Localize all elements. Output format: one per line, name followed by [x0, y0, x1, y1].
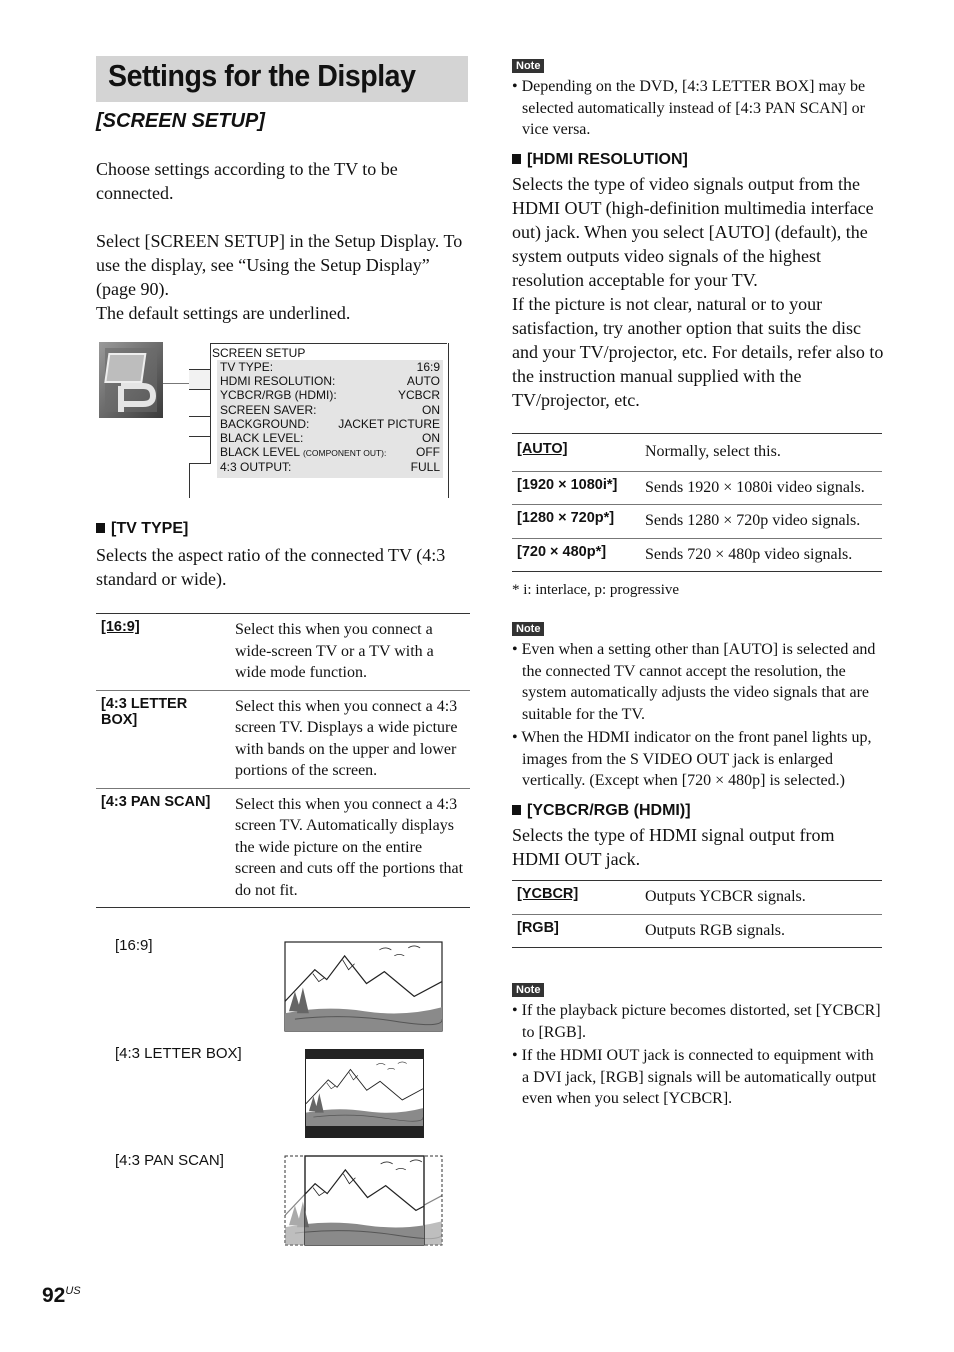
tv-type-heading: [TV TYPE] — [96, 520, 188, 538]
ycbcr-desc: Selects the type of HDMI signal output from HDMI OUT jack. — [512, 825, 835, 869]
tv-type-desc: Selects the aspect ratio of the connected TV (4:3 standard or wide). — [96, 545, 446, 589]
option-desc: Outputs RGB signals. — [640, 914, 882, 948]
table-row — [512, 914, 882, 948]
page-number: $92^{US}$ — [42, 1284, 81, 1307]
option-desc: Select this when you connect a 4:3 screen TV. Displays a wide picture with bands on the upper and lower portions of the screen. — [230, 690, 470, 788]
section-subtitle: [SCREEN SETUP] — [96, 110, 265, 132]
note-2 — [512, 619, 884, 792]
option-key: [1280 × 720p*] — [512, 505, 640, 539]
illus-label-letterbox: [4:3 LETTER BOX] — [115, 1045, 242, 1062]
osd-row-43-output: 4:3 OUTPUT: FULL — [220, 460, 440, 475]
hdmi-resolution-table — [512, 433, 882, 572]
hdmi-footnote: * i: interlace, p: progressive — [512, 582, 680, 598]
note-item: • If the playback picture becomes distorted, set [YCBCR] to [RGB]. — [512, 1002, 881, 1041]
table-row — [512, 881, 882, 915]
illus-letterbox-screen — [305, 1049, 424, 1138]
option-key: [AUTO] — [517, 441, 568, 457]
note-1 — [512, 56, 884, 141]
illus-panscan-screen — [285, 1156, 444, 1245]
option-desc: Select this when you connect a 4:3 screen TV. Automatically displays the wide picture on the entire screen and cuts off the portions that do not fit. — [230, 788, 470, 908]
option-key: [4:3 LETTER BOX] — [96, 690, 230, 788]
osd-row-tv-type: TV TYPE: 16:9 — [220, 360, 440, 374]
table-row — [512, 434, 882, 472]
option-key: [RGB] — [512, 914, 640, 948]
option-key: [720 × 480p*] — [512, 538, 640, 572]
note-badge: Note — [512, 983, 544, 997]
illus-label-panscan: [4:3 PAN SCAN] — [115, 1152, 224, 1169]
hdmi-resolution-heading: [HDMI RESOLUTION] — [512, 151, 688, 169]
option-desc: Outputs YCBCR signals. — [640, 881, 882, 915]
note-badge: Note — [512, 622, 544, 636]
ycbcr-heading: [YCBCR/RGB (HDMI)] — [512, 802, 691, 820]
hdmi-resolution-desc — [512, 172, 884, 412]
ycbcr-table — [512, 880, 882, 948]
option-key: [16:9] — [101, 619, 140, 635]
illus-label-169: [16:9] — [115, 937, 153, 954]
option-desc: Sends 1280 × 720p video signals. — [640, 505, 882, 539]
table-row — [512, 538, 882, 572]
hdmi-desc-para-1: Selects the type of video signals output from the HDMI OUT (high-definition multimedia interface out) jack. When you select [AUTO] (default), the system outputs video signals of the highest resolution acceptable for your TV. — [512, 174, 874, 290]
table-row — [512, 471, 882, 505]
hdmi-desc-para-2: If the picture is not clear, natural or to your satisfaction, try another option that suits the disc and your TV/projector, etc. For details, refer also to the instruction manual supplied with the TV/projector, etc. — [512, 294, 884, 410]
option-desc: Normally, select this. — [640, 434, 882, 472]
option-desc: Select this when you connect a wide-screen TV or a TV with a wide mode function. — [230, 614, 470, 691]
osd-row-ycbcr: YCBCR/RGB (HDMI): YCBCR — [220, 388, 440, 403]
intro-para-2: Select [SCREEN SETUP] in the Setup Display. To use the display, see “Using the Setup Display” (page 90). — [96, 231, 463, 299]
note-item: • Depending on the DVD, [4:3 LETTER BOX] may be selected automatically instead of [4:3 PAN SCAN] or vice versa. — [512, 78, 866, 138]
option-desc: Sends 1920 × 1080i video signals. — [640, 471, 882, 505]
page-title: Settings for the Display — [108, 58, 416, 93]
option-desc: Sends 720 × 480p video signals. — [640, 538, 882, 572]
note-item: • Even when a setting other than [AUTO] is selected and the connected TV cannot accept the resolution, the system automatically adjusts the video signals that are suitable for the TV. — [512, 641, 876, 723]
note-badge: Note — [512, 59, 544, 73]
osd-row-black-level-component: BLACK LEVEL (COMPONENT OUT): OFF — [220, 445, 440, 460]
bullet-square-icon — [512, 154, 521, 164]
bullet-square-icon — [512, 805, 521, 815]
osd-header: SCREEN SETUP — [212, 346, 306, 360]
intro-para-1: Choose settings according to the TV to be connected. — [96, 159, 398, 203]
note-3 — [512, 980, 884, 1110]
intro-para-3: The default settings are underlined. — [96, 303, 351, 323]
note-item: • When the HDMI indicator on the front panel lights up, images from the S VIDEO OUT jack is enlarged vertically. (Except when [720 × 480p] is selected.) — [512, 729, 872, 789]
note-item: • If the HDMI OUT jack is connected to equipment with a DVI jack, [RGB] signals will be automatically output even when you select [YCBCR]. — [512, 1047, 877, 1107]
option-key: [YCBCR] — [517, 886, 579, 902]
illus-169-screen — [285, 942, 442, 1031]
osd-row-black-level: BLACK LEVEL: ON — [220, 431, 440, 446]
table-row — [512, 505, 882, 539]
osd-row-screen-saver: SCREEN SAVER: ON — [220, 402, 440, 417]
option-key: [1920 × 1080i*] — [512, 471, 640, 505]
osd-row-background: BACKGROUND: JACKET PICTURE — [220, 416, 440, 431]
osd-row-hdmi-resolution: HDMI RESOLUTION: AUTO — [220, 374, 440, 389]
option-key: [4:3 PAN SCAN] — [96, 788, 230, 908]
